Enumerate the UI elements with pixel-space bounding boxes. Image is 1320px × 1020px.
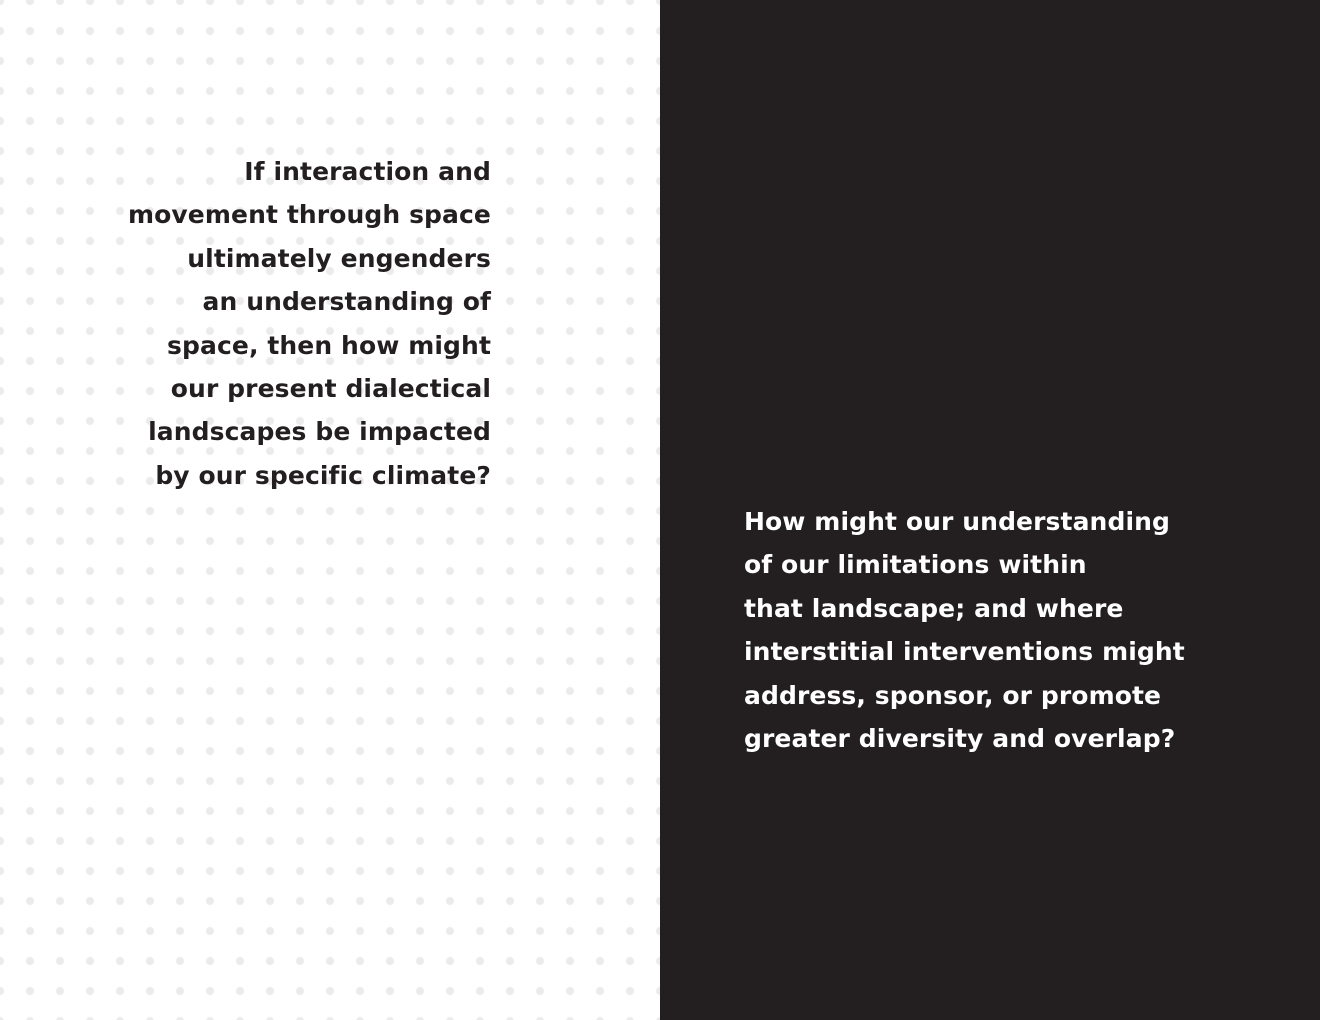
question-line: that landscape; and where — [744, 593, 1124, 623]
left-page-question — [71, 150, 491, 497]
question-line: ultimately engenders — [187, 243, 491, 273]
question-line: greater diversity and overlap? — [744, 724, 1176, 754]
right-page-question — [744, 500, 1264, 760]
question-line: address, sponsor, or promote — [744, 680, 1162, 710]
question-line: landscapes be impacted — [148, 417, 491, 447]
right-page-dark — [660, 0, 1320, 1020]
question-line: our present dialectical — [170, 374, 491, 404]
question-line: space, then how might — [167, 330, 491, 360]
question-line: If interaction and — [244, 157, 491, 186]
question-line: How might our understanding — [744, 507, 1171, 536]
question-line: movement through space — [127, 200, 491, 230]
question-line: an understanding of — [202, 287, 491, 317]
question-line: interstitial interventions might — [744, 637, 1185, 667]
question-line: by our specific climate? — [155, 460, 491, 490]
question-line: of our limitations within — [744, 550, 1087, 580]
